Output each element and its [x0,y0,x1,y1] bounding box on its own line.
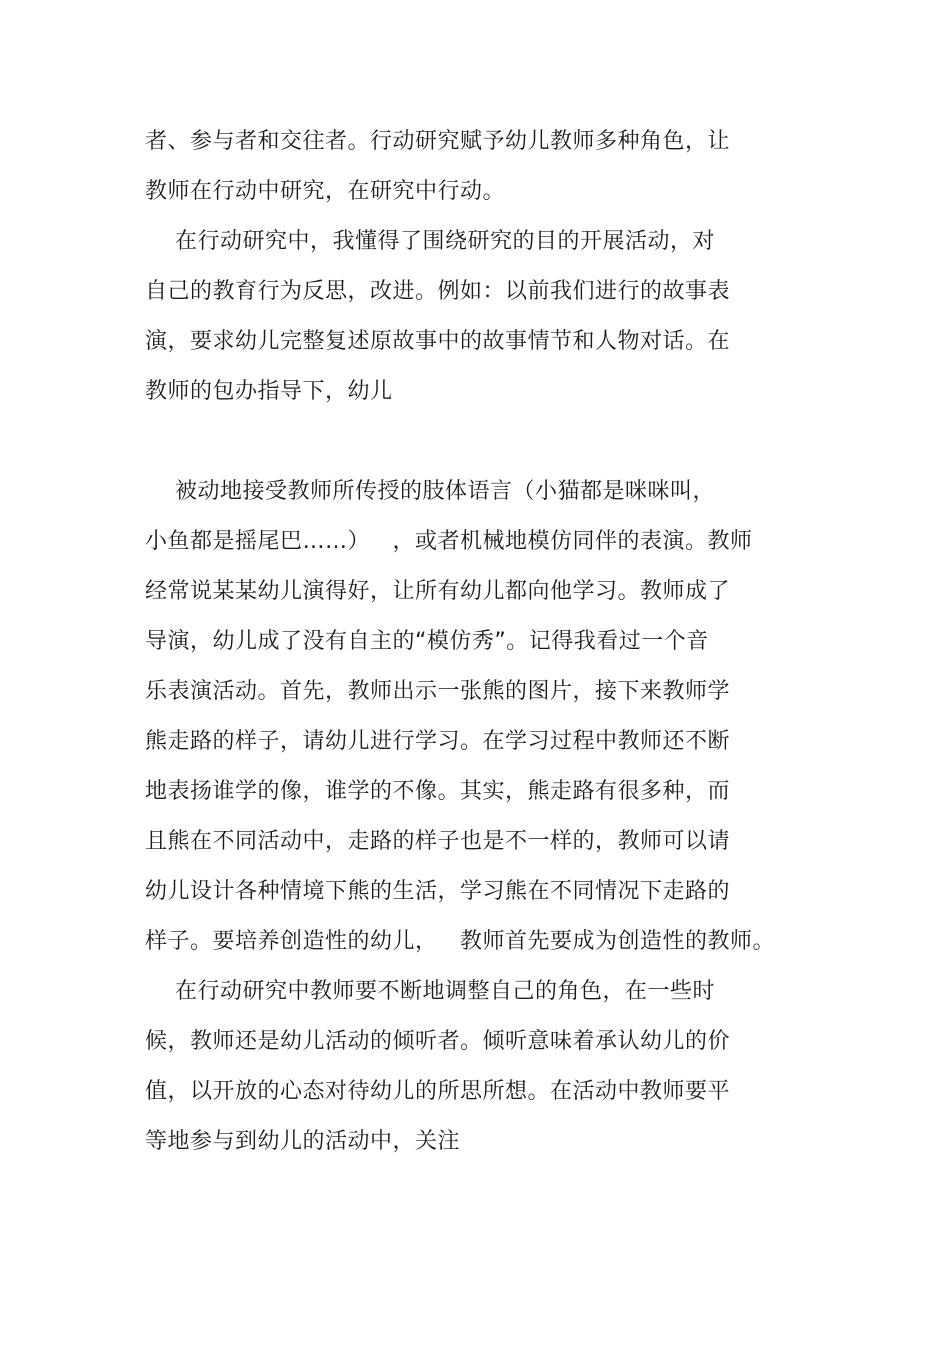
text-line-7: 被动地接受教师所传授的肢体语言（小猫都是咪咪叫， [145,479,715,504]
text-line-10: 导演，幼儿成了没有自主的“模仿秀”。记得我看过一个音 [145,629,709,654]
text-line-5: 演，要求幼儿完整复述原故事中的故事情节和人物对话。在 [145,329,731,354]
text-line-11: 乐表演活动。首先，教师出示一张熊的图片，接下来教师学 [145,679,731,704]
text-line-6: 教师的包办指导下，幼儿 [145,379,393,404]
text-line-18: 候，教师还是幼儿活动的倾听者。倾听意味着承认幼儿的价 [145,1029,731,1054]
text-line-13: 地表扬谁学的像，谁学的不像。其实，熊走路有很多种，而 [145,779,731,804]
text-line-2: 教师在行动中研究，在研究中行动。 [145,179,506,204]
text-line-19: 值，以开放的心态对待幼儿的所思所想。在活动中教师要平 [145,1079,731,1104]
text-line-20: 等地参与到幼儿的活动中，关注 [145,1129,461,1154]
text-line-1: 者、参与者和交往者。行动研究赋予幼儿教师多种角色，让 [145,129,731,154]
text-line-17: 在行动研究中教师要不断地调整自己的角色，在一些时 [145,979,715,1004]
text-line-15: 幼儿设计各种情境下熊的生活，学习熊在不同情况下走路的 [145,879,731,904]
text-line-9: 经常说某某幼儿演得好，让所有幼儿都向他学习。教师成了 [145,579,731,604]
text-line-4: 自己的教育行为反思，改进。例如：以前我们进行的故事表 [145,279,731,304]
text-line-3: 在行动研究中，我懂得了围绕研究的目的开展活动，对 [145,229,715,254]
text-line-12: 熊走路的样子，请幼儿进行学习。在学习过程中教师还不断 [145,729,731,754]
text-line-14: 且熊在不同活动中，走路的样子也是不一样的，教师可以请 [145,829,731,854]
text-line-16: 样子。要培养创造性的幼儿， 教师首先要成为创造性的教师。 [145,929,775,954]
text-line-8: 小鱼都是摇尾巴……） ，或者机械地模仿同伴的表演。教师 [145,529,753,554]
